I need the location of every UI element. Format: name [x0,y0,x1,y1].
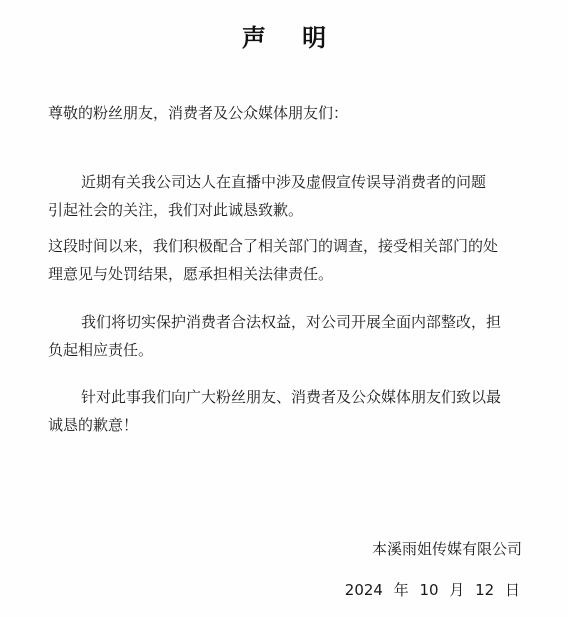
paragraph-line: 这段时间以来，我们积极配合了相关部门的调查，接受相关部门的处 [48,237,499,255]
paragraph-line: 诚恳的歉意！ [48,416,139,434]
paragraph-final-apology [48,383,528,439]
paragraph-cooperation [48,232,528,288]
company-signature: 本溪雨姐传媒有限公司 [371,540,522,558]
paragraph-apology [48,168,528,224]
paragraph-line: 负起相应责任。 [48,341,154,359]
paragraph-line: 引起社会的关注，我们对此诚恳致歉。 [48,201,304,219]
statement-date: 2024 年 10 月 12 日 [344,581,520,599]
salutation: 尊敬的粉丝朋友，消费者及公众媒体朋友们： [48,104,349,122]
paragraph-line: 理意见与处罚结果，愿承担相关法律责任。 [48,265,334,283]
document-title: 声 明 [241,24,341,52]
paragraph-line: 近期有关我公司达人在直播中涉及虚假宣传误导消费者的问题 [81,173,487,191]
paragraph-rectification [48,308,528,364]
paragraph-line: 我们将切实保护消费者合法权益，对公司开展全面内部整改，担 [81,313,502,331]
paragraph-line: 针对此事我们向广大粉丝朋友、消费者及公众媒体朋友们致以最 [81,388,502,406]
